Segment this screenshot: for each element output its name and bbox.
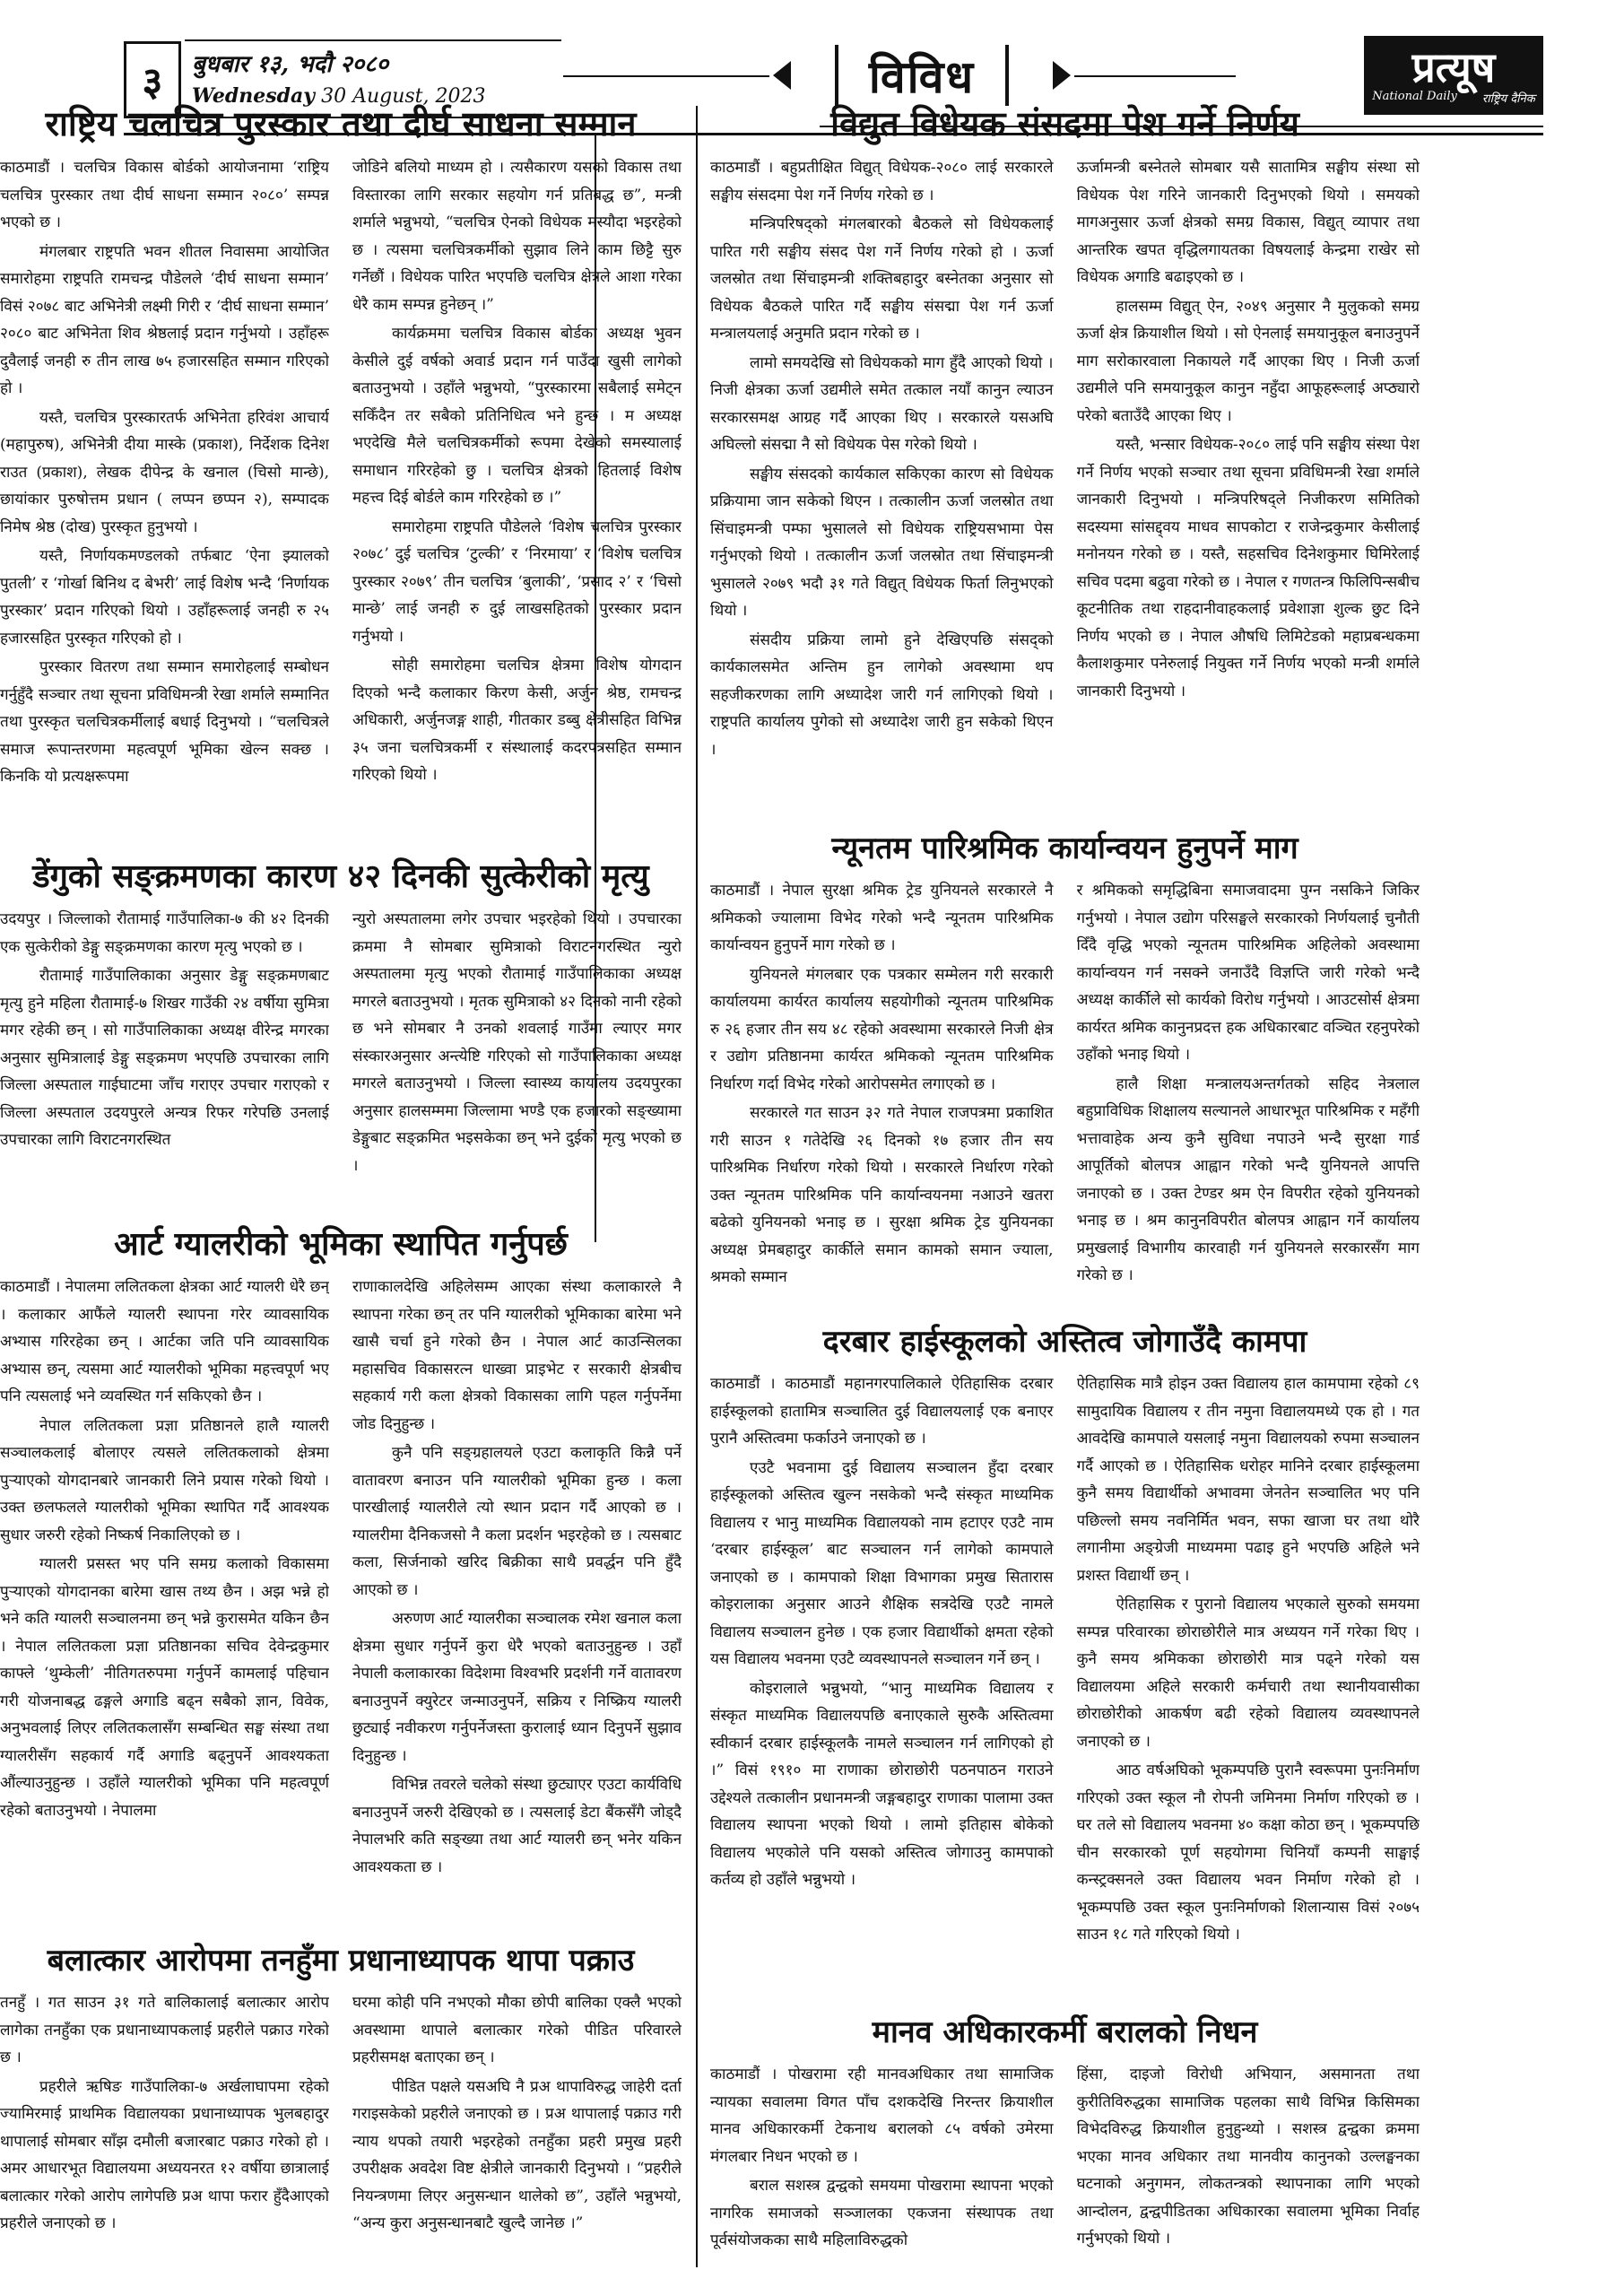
article-electricity-bill [710,106,1420,823]
article-column [0,1274,329,1928]
paragraph: राणाकालदेखि अहिलेसम्म आएका संस्था कलाकारले नै स्थापना गरेका छन् तर पनि ग्यालरीको भूमिकाका बारेमा भने खासै चर्चा हुने गरेको छैन । नेपाल आर्ट काउन्सिलका महासचिव विकासरत्न धाख्वा प्राइभेट र सरकारी क्षेत्रबीच सहकार्य गरी कला क्षेत्रको विकासका लागि पहल गर्नुपर्नेमा जोड दिनुहुन्छ । [352,1278,682,1433]
article-headline: बलात्कार आरोपमा तनहुँमा प्रधानाध्यापक थापा पक्राउ [47,1943,635,1979]
paragraph: अरुणण आर्ट ग्यालरीका सञ्चालक रमेश खनाल कला क्षेत्रमा सुधार गर्नुपर्ने कुरा धेरै भएको बताउनुहुन्छ । उहाँ नेपाली कलाकारका विदेशमा विश्वभरि प्रदर्शनी गर्ने वातावरण बनाउनुपर्ने क्युरेटर जन्माउनुपर्ने, सक्रिय र निष्क्रिय ग्यालरी छुट्याई नवीकरण गर्नुपर्नेजस्ता कुरालाई ध्यान दिनुपर्ने सुझाव दिनुहुन्छ । [352,1610,682,1765]
article-headline: विद्युत विधेयक संसदमा पेश गर्ने निर्णय [830,104,1299,144]
article-column [352,1274,682,1928]
article-art-gallery [0,1227,682,1935]
article-dengue [0,859,682,1218]
logo-tag-english: National Daily [1372,90,1457,103]
arrow-right-icon [1053,61,1071,90]
article-column [0,154,329,845]
paragraph: न्युरो अस्पतालमा लगेर उपचार भइरहेको थियो । उपचारका क्रममा नै सोमबार सुमित्राको विराटनगरस्थित न्युरो अस्पतालमा मृत्यु भएको रौतामाई गाउँपालिकाका अध्यक्ष मगरले बताउनुभयो । मृतक सुमित्राको ४२ दिनको नानी रहेको छ भने सोमबार नै उनको शवलाई गाउँमा ल्याएर मगर संस्कारअनुसार अन्त्येष्टि गरिएको सो गाउँपालिकाका अध्यक्ष मगरले बताउनुभयो । जिल्ला स्वास्थ्य कार्यालय उदयपुरका अनुसार हालसम्ममा जिल्लामा भण्डै एक हजारको सङ्ख्यामा डेङ्गुबाट सङ्क्रमित भइसकेका छन् भने दुईको मृत्यु भएको छ । [352,910,682,1175]
paragraph: र श्रमिकको समृद्धिबिना समाजवादमा पुग्न नसकिने जिकिर गर्नुभयो । नेपाल उद्योग परिसङ्घले सरकारको निर्णयलाई चुनौती दिँदै वृद्धि भएको न्यूनतम पारिश्रमिक अहिलेको अवस्थामा कार्यान्वयन गर्न नसक्ने जनाउँदै विज्ञप्ति जारी गरेको भन्दै अध्यक्ष कार्कीले सो कार्यको विरोध गर्नुभयो । आउटसोर्स क्षेत्रमा कार्यरत श्रमिक कानुनप्रदत्त हक अधिकारबाट वञ्चित रहनुपरेको उहाँको भनाइ थियो । [1076,882,1420,1064]
arrow-left-icon [773,61,791,90]
article-column [1077,1370,1420,2003]
newspaper-logo [1364,36,1543,115]
article-film-award [0,106,682,850]
paragraph: उदयपुर । जिल्लाको रौतामाई गाउँपालिका-७ की ४२ दिनकी एक सुत्केरीको डेङ्गु सङ्क्रमणका कारण मृत्यु भएको छ । [0,910,329,956]
article-minimum-wage [710,832,1420,1317]
paragraph: कार्यक्रममा चलचित्र विकास बोर्डका अध्यक्ष भुवन केसीले दुई वर्षको अवार्ड प्रदान गर्न पाउँदा खुसी लागेको बताउनुभयो । उहाँले भन्नुभयो, “पुरस्कारमा सबैलाई समेट्न सकिँदैन तर सबैको प्रतिनिधित्व भने हुन्छ । म अध्यक्ष भएदेखि मैले चलचित्रकर्मीको रूपमा देखेको समस्यालाई समाधान गरिरहेको छु । चलचित्र क्षेत्रको हितलाई विशेष महत्त्व दिई बोर्डले काम गरिरहेको छ ।” [352,325,682,507]
section-rule-right [1074,75,1236,77]
paragraph: काठमाडौं । नेपाल सुरक्षा श्रमिक ट्रेड युनियनले सरकारले नै श्रमिकको ज्यालामा विभेद गरेको भन्दै न्यूनतम पारिश्रमिक कार्यान्वयन हुनुपर्ने माग गरेको छ । [710,882,1054,954]
paragraph: सङ्घीय संसदको कार्यकाल सकिएका कारण सो विधेयक प्रक्रियामा जान सकेको थिएन । तत्कालीन ऊर्जा जलस्रोत तथा सिंचाइमन्त्री पम्फा भुसालले सो विधेयक राष्ट्रियसभामा पेस गर्नुभएको थियो । तत्कालीन ऊर्जा जलस्रोत तथा सिंचाइमन्त्री भुसालले २०७९ भदौ ३१ गते विद्युत् विधेयक फिर्ता लिनुभएको थियो । [710,465,1054,620]
article-column [0,906,329,1211]
logo-name: प्रत्यूष [1411,43,1496,91]
paragraph: ऐतिहासिक मात्रै होइन उक्त विद्यालय हाल कामपामा रहेको ८९ सामुदायिक विद्यालय र तीन नमुना विद्यालयमध्ये एक हो । गत आवदेखि कामपाले यसलाई नमुना विद्यालयको रुपमा सञ्चालन गर्दै आएको छ । ऐतिहासिक धरोहर मानिने दरबार हाईस्कूलमा कुनै समय विद्यार्थीको अभावमा जेनतेन सञ्चालित भए पनि पछिल्लो समय नवनिर्मित भवन, सफा खाजा घर तथा थोरै लगानीमा अङ्ग्रेजी माध्यममा पढाइ हुने भएपछि अहिले भने प्रशस्त विद्यार्थी छन् । [1076,1375,1420,1585]
paragraph: काठमाडौं । बहुप्रतीक्षित विद्युत् विधेयक-२०८० लाई सरकारले सङ्घीय संसदमा पेश गर्ने निर्णय गरेको छ । [710,159,1054,204]
paragraph: काठमाडौं । चलचित्र विकास बोर्डको आयोजनामा ‘राष्ट्रिय चलचित्र पुरस्कार तथा दीर्घ साधना सम्मान २०८०’ सम्पन्न भएको छ । [0,159,329,231]
paragraph: मन्त्रिपरिषद्को मंगलबारको बैठकले सो विधेयकलाई पारित गरी सङ्घीय संसद पेश गर्ने निर्णय गरेको हो । ऊर्जा जलस्रोत तथा सिंचाइमन्त्री शक्तिबहादुर बस्नेतका अनुसार सो विधेयक बैठकले पारित गर्दै सङ्घीय संसद्मा पेश गर्न ऊर्जा मन्त्रालयलाई अनुमति प्रदान गरेको छ । [710,215,1054,343]
paragraph: प्रहरीले ऋषिङ गाउँपालिका-७ अर्खलाघापमा रहेको ज्यामिरमाई प्राथमिक विद्यालयका प्रधानाध्यापक भुलबहादुर थापालाई सोमबार साँझ दमौली बजारबाट पक्राउ गरेको हो । अमर आधारभूत विद्यालयमा अध्ययनरत १२ वर्षीया छात्रालाई बलात्कार गरेको आरोप लागेपछि प्रअ थापा फरार हुँदैआएको प्रहरीले जनाएको छ । [0,2077,329,2232]
article-column [710,154,1054,818]
paragraph: समारोहमा राष्ट्रपति पौडेलले ‘विशेष चलचित्र पुरस्कार २०७८’ दुई चलचित्र ‘टुल्की’ र ‘निरमाया’ र ‘विशेष चलचित्र पुरस्कार २०७९’ तीन चलचित्र ‘बुलाकी’, ‘प्रसाद २’ र ‘चिसो मान्छे’ लाई जनही रु दुई लाखसहितको पुरस्कार प्रदान गर्नुभयो । [352,517,682,646]
article-column [710,2061,1054,2263]
paragraph: ऐतिहासिक र पुरानो विद्यालय भएकाले सुरुको समयमा सम्पन्न परिवारका छोराछोरीले मात्र अध्ययन गर्ने गरेका थिए । कुनै समय श्रमिकका छोराछोरी मात्र पढ्ने गरेको यस विद्यालयमा अहिले सरकारी कर्मचारी तथा स्थानीयवासीका छोराछोरीको आकर्षण बढी रहेको विद्यालय व्यवस्थापनले जनाएको छ । [1076,1596,1420,1751]
paragraph: बराल सशस्त्र द्वन्द्वको समयमा पोखरामा स्थापना भएको नागरिक समाजको सञ्जालका एकजना संस्थापक तथा पूर्वसंयोजकका साथै महिलाविरुद्धको [710,2177,1054,2249]
article-headline: राष्ट्रिय चलचित्र पुरस्कार तथा दीर्घ साधना सम्मान [45,104,637,144]
paragraph: आठ वर्षअघिको भूकम्पपछि पुरानै स्वरूपमा पुनःनिर्माण गरिएको उक्त स्कूल नौ रोपनी जमिनमा निर्माण गरिएको छ । घर तले सो विद्यालय भवनमा ४० कक्षा कोठा छन् । भूकम्पपछि चीन सरकारको पूर्ण सहयोगमा चिनियाँ कम्पनी साङ्घाई कन्स्ट्रक्सनले उक्त विद्यालय भवन निर्माण गरेको हो । भूकम्पपछि उक्त स्कूल पुनःनिर्माणको शिलान्यास विसं २०७५ साउन १८ गते गरिएको थियो । [1076,1761,1420,1944]
paragraph: काठमाडौं । नेपालमा ललितकला क्षेत्रका आर्ट ग्यालरी धेरै छन् । कलाकार आफैंले ग्यालरी स्थापना गरेर व्यावसायिक अभ्यास गरिरहेका छन् । आर्टका जति पनि व्यावसायिक अभ्यास छन्, त्यसमा आर्ट ग्यालरीको भूमिका महत्त्वपूर्ण भए पनि त्यसलाई भने व्यवस्थित गर्न सकिएको छैन । [0,1278,329,1405]
paragraph: काठमाडौं । काठमाडौं महानगरपालिकाले ऐतिहासिक दरबार हाईस्कूलको हातामित्र सञ्चालित दुई विद्यालयलाई एक बनाएर पुरानै अस्तित्वमा फर्काउने जनाएको छ । [710,1375,1054,1448]
article-headline: आर्ट ग्यालरीको भूमिका स्थापित गर्नुपर्छ [114,1226,568,1263]
paragraph: विभिन्न तवरले चलेको संस्था छुट्याएर एउटा कार्यविधि बनाउनुपर्ने जरुरी देखिएको छ । त्यसलाई डेटा बैंकसँगै जोड्दै नेपालभरि कति सङ्ख्या तथा आर्ट ग्यालरी छन् भनेर यकिन आवश्यकता छ । [352,1776,682,1876]
article-column [1077,877,1420,1312]
paragraph: कुनै पनि सङ्ग्रहालयले एउटा कलाकृति किन्नै पर्ने वातावरण बनाउन पनि ग्यालरीको भूमिका हुन्छ । कला पारखीलाई ग्यालरीले त्यो स्थान प्रदान गर्दै आएको छ । ग्यालरीमा दैनिकजसो नै कला प्रदर्शन भइरहेको छ । त्यसबाट कला, सिर्जनाको खरिद बिक्रीका साथै प्रवर्द्धन पनि हुँदै आएको छ । [352,1444,682,1599]
paragraph: ग्यालरी प्रसस्त भए पनि समग्र कलाको विकासमा पुऱ्याएको योगदानका बारेमा खास तथ्य छैन । अझ भन्ने हो भने कति ग्यालरी सञ्चालनमा छन् भन्ने कुरासमेत यकिन छैन । नेपाल ललितकला प्रज्ञा प्रतिष्ठानका सचिव देवेन्द्रकुमार काफ्ले ‘थुम्केली’ नीतिगतरुपमा गर्नुपर्ने कामलाई पहिचान गरी योजनाबद्ध ढङ्गले अगाडि बढ्न सबैको ज्ञान, विवेक, अनुभवलाई लिएर ललितकलासँग सम्बन्धित सङ्घ संस्था तथा ग्यालरीसँग सहकार्य गर्दै अगाडि बढ्नुपर्ने आवश्यकता औंल्याउनुहुन्छ । उहाँले ग्यालरीको भूमिका पनि महत्वपूर्ण रहेको बताउनुभयो । नेपालमा [0,1555,329,1820]
date-english: 30 August, 2023 [321,85,486,108]
article-column [352,154,682,845]
day-english: Wednesday [192,84,316,108]
article-activist-death [710,2016,1420,2267]
section-title: विविध [835,45,1009,106]
article-column [1077,2061,1420,2263]
paragraph: सरकारले गत साउन ३२ गते नेपाल राजपत्रमा प्रकाशित गरी साउन १ गतेदेखि २६ दिनको १७ हजार तीन सय पारिश्रमिक निर्धारण गरेको थियो । सरकारले निर्धारण गरेको उक्त न्यूनतम पारिश्रमिक पनि कार्यान्वयनमा नआउने खतरा बढेको युनियनको भनाइ छ । सुरक्षा श्रमिक ट्रेड युनियनका अध्यक्ष प्रेमबहादुर कार्कीले समान कामको समान ज्याला, श्रमको सम्मान [710,1104,1054,1286]
paragraph: यस्तै, भन्सार विधेयक-२०८० लाई पनि सङ्घीय संस्था पेश गर्ने निर्णय भएको सञ्चार तथा सूचना प्रविधिमन्त्री रेखा शर्माले जानकारी दिनुभयो । मन्त्रिपरिषद्ले निजीकरण समितिको सदस्यमा सांसद्द्वय माधव सापकोटा र राजेन्द्रकुमार केसीलाई मनोनयन गरेको छ । यस्तै, सहसचिव दिनेशकुमार घिमिरेलाई सचिव पदमा बढुवा गरेको छ । नेपाल र गणतन्त्र फिलिपिन्सबीच कूटनीतिक तथा राहदानीवाहकलाई प्रवेशाज्ञा शुल्क छुट दिने निर्णय भएको छ । नेपाल औषधि लिमिटेडको महाप्रबन्धकमा कैलाशकुमार पनेरुलाई नियुक्त गर्ने निर्णय भएको मन्त्री शर्माले जानकारी दिनुभयो । [1076,436,1420,700]
article-column [0,1989,329,2258]
article-arrest [0,1944,682,2267]
section-rule-left [563,75,769,77]
date-nepali: बुधबार १३, भदौ २०८० [192,51,389,78]
page-center-divider [696,106,698,2267]
section-header [787,36,1056,115]
paragraph: कोइरालाले भन्नुभयो, “भानु माध्यमिक विद्यालय र संस्कृत माध्यमिक विद्यालयपछि बनाएकाले सुरुकै अस्तित्वमा स्वीकार्न दरबार हाईस्कूलकै नामले सञ्चालन गर्न लागिएको हो ।” विसं १९१० मा राणाका छोराछोरी पठनपाठन गराउने उद्देश्यले तत्कालीन प्रधानमन्त्री जङ्गबहादुर राणाका पालामा उक्त विद्यालय स्थापना भएको थियो । लामो इतिहास बोकेको विद्यालय भएकोले पनि यसको अस्तित्व जोगाउनु कामपाको कर्तव्य हो उहाँले भन्नुभयो । [710,1679,1054,1889]
paragraph: मंगलबार राष्ट्रपति भवन शीतल निवासमा आयोजित समारोहमा राष्ट्रपति रामचन्द्र पौडेलले ‘दीर्घ साधना सम्मान’ विसं २०७८ बाट अभिनेत्री लक्ष्मी गिरी र ‘दीर्घ साधना सम्मान’ २०८० बाट अभिनेता शिव श्रेष्ठलाई प्रदान गर्नुभयो । उहाँहरू दुवैलाई जनही रु तीन लाख ७५ हजारसहित सम्मान गरिएको हो । [0,242,329,397]
paragraph: लामो समयदेखि सो विधेयकको माग हुँदै आएको थियो । निजी क्षेत्रका ऊर्जा उद्यमीले समेत तत्काल नयाँ कानुन ल्याउन सरकारसमक्ष आग्रह गर्दै आएका थिए । सरकारले यसअघि अघिल्लो संसद्मा नै सो विधेयक पेस गरेको थियो । [710,353,1054,454]
article-headline: मानव अधिकारकर्मी बरालको निधन [872,2014,1258,2050]
paragraph: नेपाल ललितकला प्रज्ञा प्रतिष्ठानले हालै ग्यालरी सञ्चालकलाई बोलाएर त्यसले ललितकलाको क्षेत्रमा पुऱ्याएको योगदानबारे जानकारी लिने प्रयास गरेको थियो । उक्त छलफलले ग्यालरीको भूमिका स्थापित गर्दै आवश्यक सुधार जरुरी रहेको निष्कर्ष निकालिएको छ । [0,1416,329,1544]
paragraph: युनियनले मंगलबार एक पत्रकार सम्मेलन गरी सरकारी कार्यालयमा कार्यरत कार्यालय सहयोगीको न्यूनतम पारिश्रमिक रु २६ हजार तीन सय ४८ रहेको अवस्थामा सरकारले निजी क्षेत्र र उद्योग प्रतिष्ठानमा कार्यरत श्रमिकको न्यूनतम पारिश्रमिक निर्धारण गर्दा विभेद गरेको आरोपसमेत लगाएको छ । [710,965,1054,1093]
article-durbar-school [710,1326,1420,2007]
paragraph: तनहुँ । गत साउन ३१ गते बालिकालाई बलात्कार आरोप लागेका तनहुँका एक प्रधानाध्यापकलाई प्रहरीले पक्राउ गरेको छ । [0,1994,329,2066]
logo-tagline [1372,90,1534,106]
paragraph: हिंसा, दाइजो विरोधी अभियान, असमानता तथा कुरीतिविरुद्धका सामाजिक पहलका साथै विभिन्न किसिमका विभेदविरुद्ध क्रियाशील हुनुहुन्थ्यो । सशस्त्र द्वन्द्वका क्रममा भएका मानव अधिकार तथा मानवीय कानुनको उल्लङ्घनका घटनाको अनुगमन, लोकतन्त्रको स्थापनाका लागि भएको आन्दोलन, द्वन्द्वपीडितका अधिकारका सवालमा भूमिका निर्वाह गर्नुभएको थियो । [1076,2066,1420,2248]
article-column [1077,154,1420,818]
logo-tag-nepali: राष्ट्रिय दैनिक [1481,92,1535,106]
paragraph: रौतामाई गाउँपालिकाका अनुसार डेङ्गु सङ्क्रमणबाट मृत्यु हुने महिला रौतामाई-७ शिखर गाउँकी २४ वर्षीया सुमित्रा मगर रहेकी छन् । सो गाउँपालिकाका अध्यक्ष वीरेन्द्र मगरका अनुसार सुमित्रालाई डेङ्गु सङ्क्रमण भएपछि उपचारका लागि जिल्ला अस्पताल गाईघाटमा जाँच गराएर उपचार गराएको र जिल्ला अस्पताल उदयपुरले अन्यत्र रिफर गरेपछि उनलाई उपचारका लागि विराटनगरस्थित [0,967,329,1149]
paragraph: यस्तै, निर्णायकमण्डलको तर्फबाट ‘ऐना झ्यालको पुतली’ र ‘गोर्खा बिनिथ द बेभरी’ लाई विशेष भन्दै ‘निर्णायक पुरस्कार’ प्रदान गरिएको थियो । उहाँहरूलाई जनही रु २५ हजारसहित पुरस्कृत गरिएको हो । [0,547,329,648]
paragraph: पीडित पक्षले यसअघि नै प्रअ थापाविरुद्ध जाहेरी दर्ता गराइसकेको प्रहरीले जनाएको छ । प्रअ थापालाई पक्राउ गरी न्याय थपको तयारी भइरहेको तनहुँका प्रहरी प्रमुख प्रहरी उपरीक्षक अवदेश विष्ट क्षेत्रीले जानकारी दिनुभयो । “प्रहरीले नियन्त्रणमा लिएर अनुसन्धान थालेको छ”, उहाँले भन्नुभयो, “अन्य कुरा अनुसन्धानबाटै खुल्दै जानेछ ।” [352,2077,682,2232]
article-headline: न्यूनतम पारिश्रमिक कार्यान्वयन हुनुपर्ने माग [831,831,1298,866]
paragraph: घरमा कोही पनि नभएको मौका छोपी बालिका एक्लै भएको अवस्थामा थापाले बलात्कार गरेको पीडित परिवारले प्रहरीसमक्ष बताएका छन् । [352,1994,682,2066]
paragraph: काठमाडौं । पोखरामा रही मानवअधिकार तथा सामाजिक न्यायका सवालमा विगत पाँच दशकदेखि निरन्तर क्रियाशील मानव अधिकारकर्मी टेकनाथ बरालको ८५ वर्षको उमेरमा मंगलबार निधन भएको छ । [710,2066,1054,2166]
paragraph: जोडिने बलियो माध्यम हो । त्यसैकारण यसको विकास तथा विस्तारका लागि सरकार सहयोग गर्न प्रतिबद्ध छ”, मन्त्री शर्माले भन्नुभयो, “चलचित्र ऐनको विधेयक मस्यौदा भइरहेको छ । त्यसमा चलचित्रकर्मीको सुझाव लिने काम छिट्टै सुरु गर्नेछौं । विधेयक पारित भएपछि चलचित्र क्षेत्रले आशा गरेका धेरै काम सम्पन्न हुनेछन् ।” [352,159,682,314]
paragraph: संसदीय प्रक्रिया लामो हुने देखिएपछि संसद्को कार्यकालसमेत अन्तिम हुन लागेको अवस्थामा थप सहजीकरणका लागि अध्यादेश जारी गर्न लागिएको थियो । राष्ट्रपति कार्यालय पुगेको सो अध्यादेश जारी हुन सकेको थिएन । [710,631,1054,759]
article-headline: डेंगुको सङ्क्रमणका कारण ४२ दिनकी सुत्केरीको मृत्यु [32,858,649,895]
paragraph: ऊर्जामन्त्री बस्नेतले सोमबार यसै सातामित्र सङ्घीय संस्था सो विधेयक पेश गरिने जानकारी दिनुभएको थियो । समयको मागअनुसार ऊर्जा क्षेत्रको समग्र विकास, विद्युत् व्यापार तथा आन्तरिक खपत वृद्धिलगायतका विषयलाई केन्द्रमा राखेर सो विधेयक अगाडि बढाइएको छ । [1076,159,1420,286]
article-column [352,906,682,1211]
paragraph: पुरस्कार वितरण तथा सम्मान समारोहलाई सम्बोधन गर्नुहुँदै सञ्चार तथा सूचना प्रविधिमन्त्री रेखा शर्माले सम्मानित तथा पुरस्कृत चलचित्रकर्मीलाई बधाई दिनुभयो । “चलचित्रले समाज रूपान्तरणमा महत्वपूर्ण भूमिका खेल्न सक्छ । किनकि यो प्रत्यक्षरूपमा [0,658,329,786]
article-headline: दरबार हाईस्कूलको अस्तित्व जोगाउँदै कामपा [822,1324,1307,1360]
paragraph: हालसम्म विद्युत् ऐन, २०४९ अनुसार नै मुलुकको समग्र ऊर्जा क्षेत्र क्रियाशील थियो । सो ऐनलाई समयानुकूल बनाउनुपर्ने माग सरोकारवाला निकायले गर्दै आएका थिए । निजी ऊर्जा उद्यमीले पनि समयानुकूल कानुन नहुँदा आफूहरूलाई अप्ठ्यारो परेको बताउँदै आएका थिए । [1076,297,1420,425]
paragraph: हालै शिक्षा मन्त्रालयअन्तर्गतको सहिद नेत्रलाल बहुप्राविधिक शिक्षालय सल्यानले आधारभूत पारिश्रमिक र महँगी भत्तावाहेक अन्य कुनै सुविधा नपाउने भन्दै सुरक्षा गार्ड आपूर्तिको बोलपत्र आह्वान गरेको भन्दै युनियनले आपत्ति जनाएको छ । उक्त टेण्डर श्रम ऐन विपरीत रहेको युनियनको भनाइ छ । श्रम कानुनविपरीत बोलपत्र आह्वान गर्ने कार्यालय प्रमुखलाई विभागीय कारवाही गर्न युनियनले सरकारसँग माग गरेको छ । [1076,1074,1420,1284]
article-column [710,1370,1054,2003]
article-column [352,1989,682,2258]
paragraph: यस्तै, चलचित्र पुरस्कारतर्फ अभिनेता हरिवंश आचार्य (महापुरुष), अभिनेत्री दीया मास्के (प्रकाश), निर्देशक दिनेश राउत (प्रकाश), लेखक दीपेन्द्र के खनाल (चिसो मान्छे), छायांकार पुरुषोत्तम प्रधान ( लप्पन छप्पन २), सम्पादक निमेष श्रेष्ठ (दोख) पुरस्कृत हुनुभयो । [0,408,329,536]
page-number: ३ [124,41,181,118]
article-column [710,877,1054,1312]
paragraph: एउटै भवनामा दुई विद्यालय सञ्चालन हुँदा दरबार हाईस्कूलको अस्तित्व खुल्न नसकेको भन्दै संस्कृत माध्यमिक विद्यालय र भानु माध्यमिक विद्यालयको नाम हटाएर एउटै नाम ‘दरबार हाईस्कूल’ बाट सञ्चालन गर्न लागेको कामपाले जनाएको छ । कामपाको शिक्षा विभागका प्रमुख सितारास कोइरालाका अनुसार आउने शैक्षिक सत्रदेखि एउटै नामले विद्यालय सञ्चालन हुनेछ । एक हजार विद्यार्थीको क्षमता रहेको यस विद्यालय भवनमा एउटै व्यवस्थापनले सञ्चालन गर्ने छन् । [710,1458,1054,1668]
paragraph: सोही समारोहमा चलचित्र क्षेत्रमा विशेष योगदान दिएको भन्दै कलाकार किरण केसी, अर्जुन श्रेष्ठ, रामचन्द्र अधिकारी, अर्जुनजङ्ग शाही, गीतकार डब्बु क्षेत्रीसहित विभिन्न ३५ जना चलचित्रकर्मी र संस्थालाई कदरपत्रसहित सम्मान गरिएको थियो । [352,657,682,784]
